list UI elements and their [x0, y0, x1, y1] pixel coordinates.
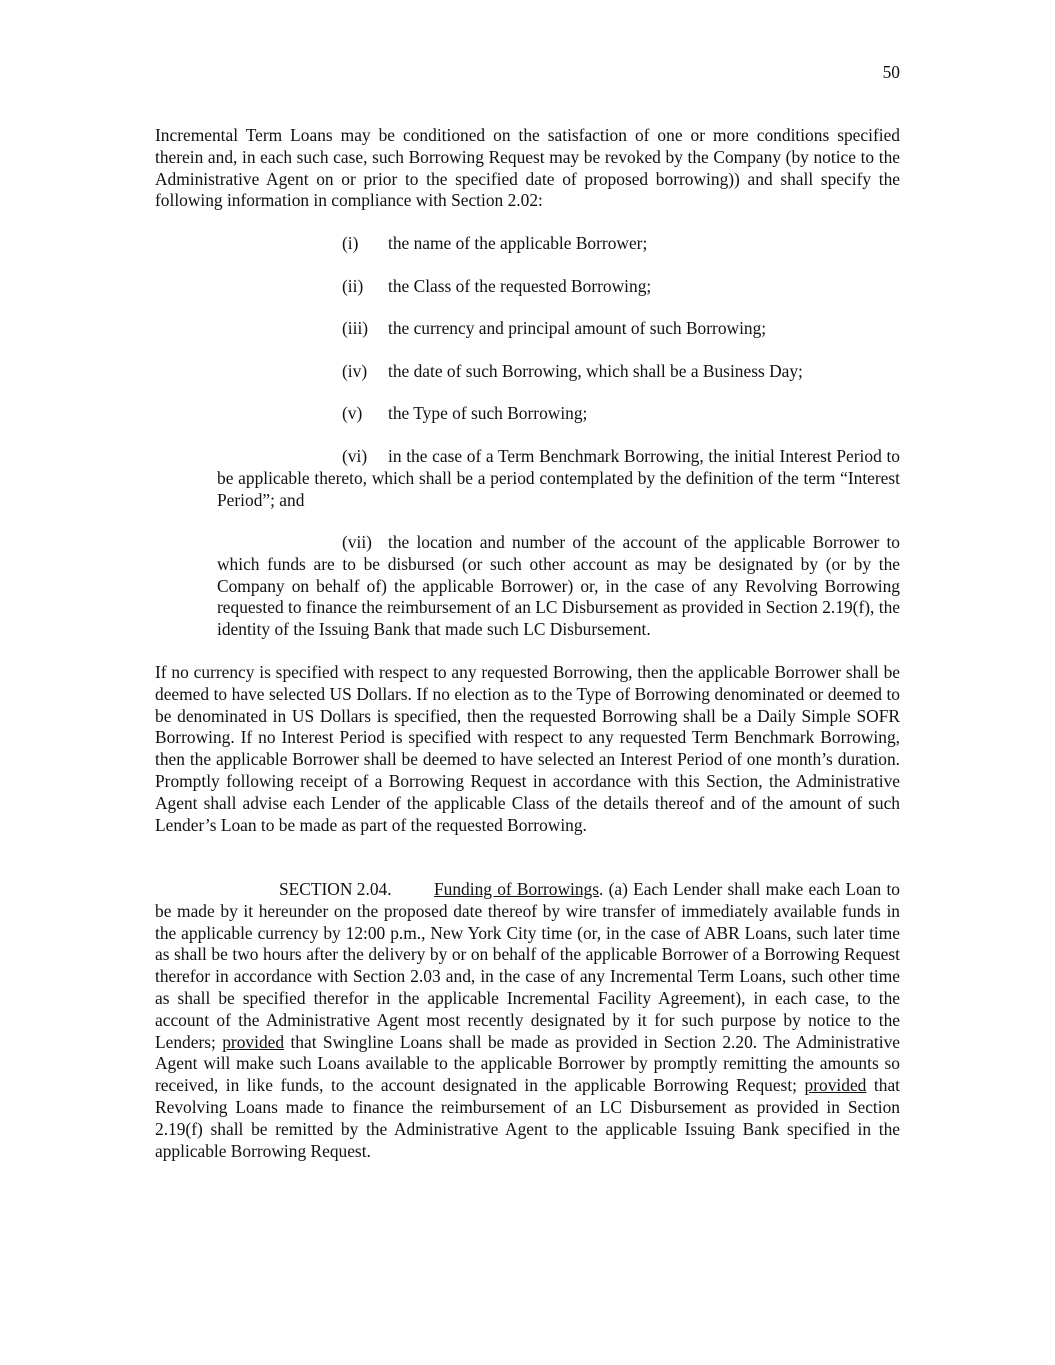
- section-title: Funding of Borrowings: [434, 879, 600, 899]
- currency-paragraph: If no currency is specified with respect to any requested Borrowing, then the applicable Borrower shall be deemed to have selected US Dollars. If no election as to the Type of Borrowing denominated or deemed to be denominated in US Dollars is specified, then the requested Borrowing shall be a Daily Simple SOFR Borrowing. If no Interest Period is specified with respect to any requested Term Benchmark Borrowing, then the applicable Borrower shall be deemed to have selected an Interest Period of one month’s duration. Promptly following receipt of a Borrowing Request in accordance with this Section, the Administrative Agent shall advise each Lender of the applicable Class of the details thereof and of the amount of such Lender’s Loan to be made as part of the requested Borrowing.: [155, 662, 900, 835]
- list-item-v: [342, 403, 587, 425]
- list-item-text: the date of such Borrowing, which shall be a Business Day;: [388, 361, 803, 381]
- list-item-number: (ii): [342, 276, 364, 296]
- list-item-vii: [217, 532, 900, 641]
- list-item-iv: [342, 361, 803, 383]
- list-item-number: (vi): [342, 446, 368, 466]
- intro-paragraph: Incremental Term Loans may be conditioned on the satisfaction of one or more conditions specified therein and, in each such case, such Borrowing Request may be revoked by the Company (by notice to the Administrative Agent on or prior to the specified date of proposed borrowing)) and shall specify the following information in compliance with Section 2.02:: [155, 125, 900, 211]
- list-item-vi: [217, 446, 900, 511]
- list-item-ii: [342, 276, 651, 298]
- page-number: 50: [882, 62, 900, 82]
- section-text-2: that Swingline Loans shall be made as provided in Section 2.20. The Administrative Agent will make such Loans available to the applicable Borrower by promptly remitting the amounts so received, in like funds, to the account designated in the applicable Borrowing Request;: [155, 1031, 900, 1096]
- list-item-number: (i): [342, 233, 359, 253]
- section-2-04-paragraph: [155, 879, 900, 1162]
- section-text-1: . (a) Each Lender shall make each Loan to be made by it hereunder on the proposed date thereof by wire transfer of immediately available funds in the applicable currency by 12:00 p.m., New York City time (or, in the case of ABR Loans, such later time as shall be two hours after the delivery by or on behalf of the applicable Borrower of a Borrowing Request therefor in accordance with Section 2.03 and, in the case of any Incremental Term Loans, such other time as shall be specified therefor in the applicable Incremental Facility Agreement), in each case, to the account of the Administrative Agent most recently designated by it for such purpose by notice to the Lenders;: [155, 879, 900, 1052]
- list-item-number: (iv): [342, 361, 368, 381]
- section-number: SECTION 2.04.: [279, 879, 392, 899]
- list-item-iii: [342, 318, 766, 340]
- list-item-text: the currency and principal amount of such Borrowing;: [388, 318, 767, 338]
- list-item-text: the Type of such Borrowing;: [388, 403, 588, 423]
- provided-term: provided: [222, 1031, 285, 1052]
- list-item-number: (v): [342, 403, 363, 423]
- list-item-number: (vii): [342, 532, 372, 552]
- list-item-number: (iii): [342, 318, 369, 338]
- list-item-text: in the case of a Term Benchmark Borrowing, the initial Interest Period to be applicable thereto, which shall be a period contemplated by the definition of the term “Interest Period”; and: [217, 446, 900, 510]
- list-item-text: the name of the applicable Borrower;: [388, 233, 648, 253]
- section-text-3: that Revolving Loans made to finance the reimbursement of an LC Disbursement as provided in Section 2.19(f) shall be remitted by the Administrative Agent to the applicable Issuing Bank specified in the applicable Borrowing Request.: [155, 1075, 900, 1161]
- provided-term: provided: [804, 1075, 867, 1096]
- list-item-text: the location and number of the account of the applicable Borrower to which funds are to be disbursed (or such other account as may be designated by (or by the Company on behalf of) the applicable Borrower) or, in the case of any Revolving Borrowing requested to finance the reimbursement of an LC Disbursement as provided in Section 2.19(f), the identity of the Issuing Bank that made such LC Disbursement.: [217, 532, 900, 640]
- list-item-i: [342, 233, 647, 255]
- list-item-text: the Class of the requested Borrowing;: [388, 276, 652, 296]
